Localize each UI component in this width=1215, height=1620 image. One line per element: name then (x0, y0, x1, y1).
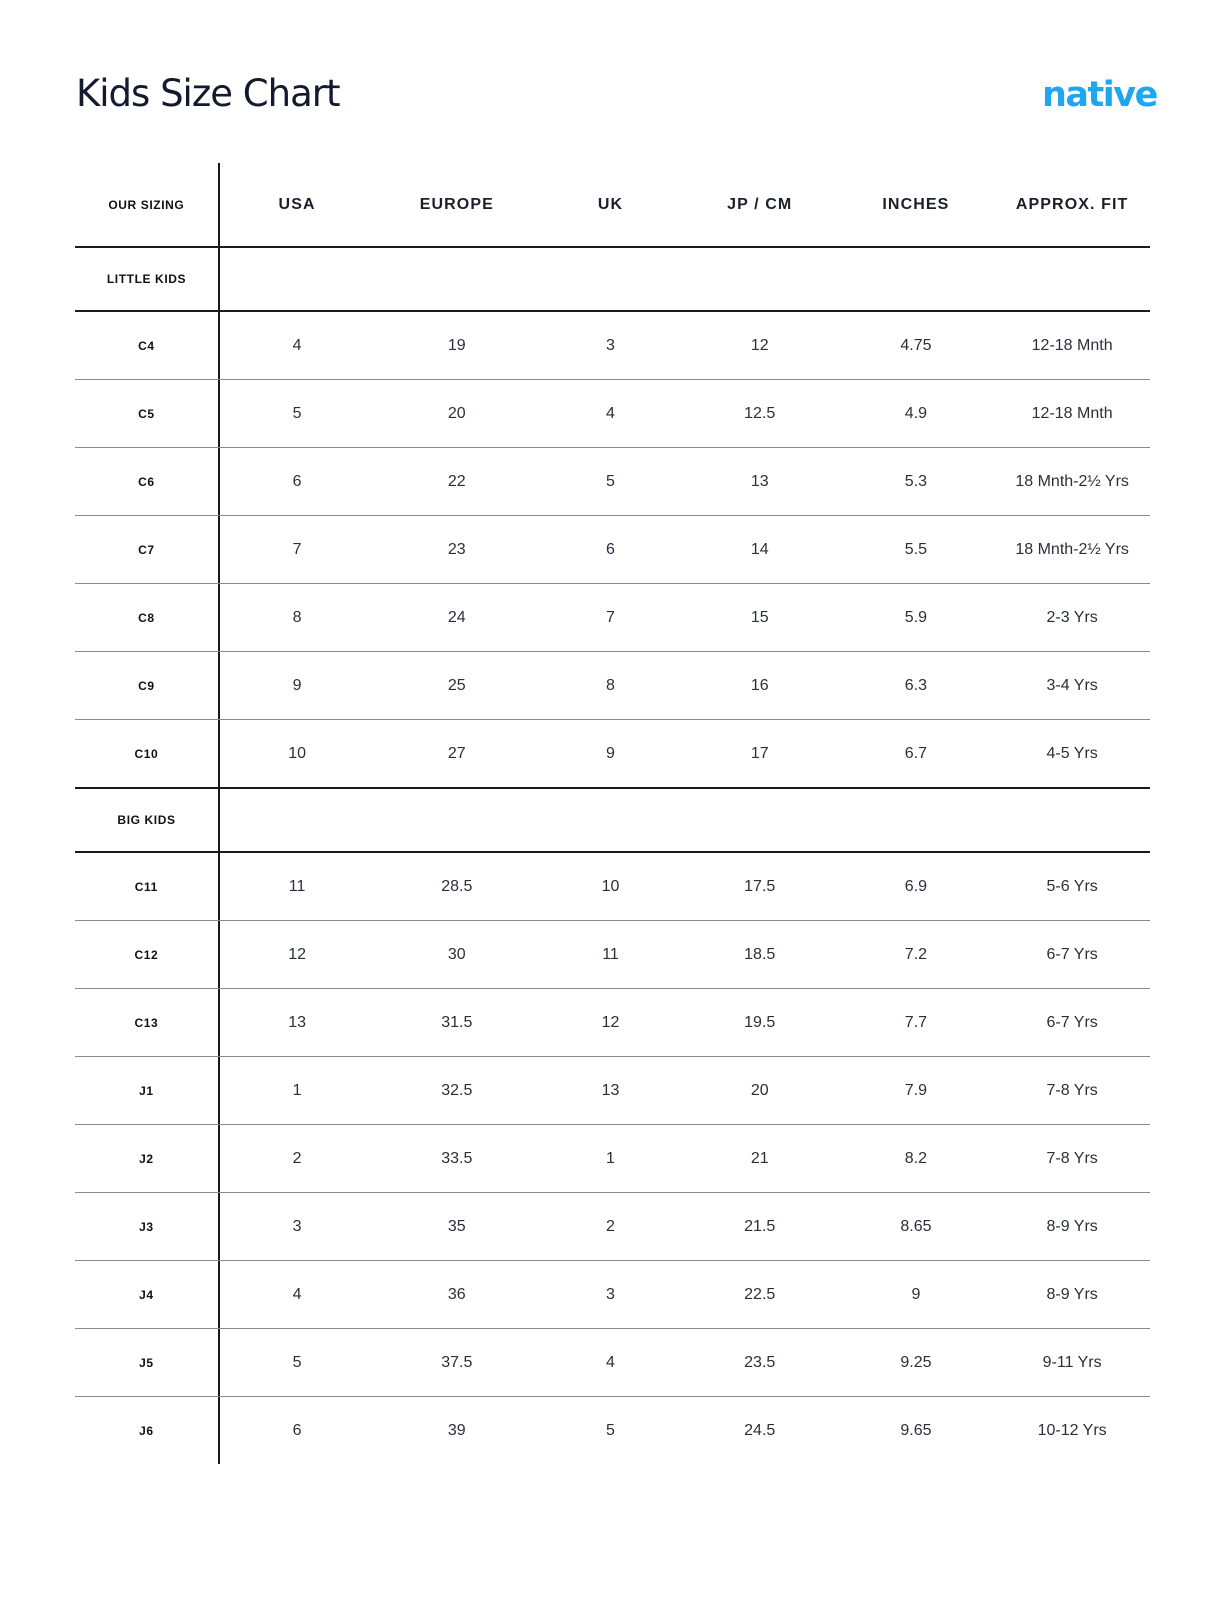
approx-fit: 5-6 Yrs (1046, 877, 1098, 895)
approx-fit: 9-11 Yrs (1042, 1353, 1102, 1371)
size-code: C9 (75, 652, 220, 719)
header-inches: INCHES (882, 195, 950, 213)
header-approx-fit: APPROX. FIT (1015, 195, 1129, 213)
usa-size: 11 (288, 877, 306, 895)
approx-fit: 2-3 Yrs (1046, 608, 1098, 626)
jp-cm-size: 21.5 (744, 1217, 776, 1235)
jp-cm-size: 21 (750, 1149, 769, 1167)
jp-cm-size: 24.5 (744, 1421, 776, 1439)
jp-cm-size: 18.5 (744, 945, 776, 963)
size-code: J4 (75, 1261, 220, 1328)
header-row (75, 163, 1150, 248)
inches-size: 9.25 (900, 1353, 932, 1371)
size-code: C11 (75, 853, 220, 920)
inches-size: 6.3 (904, 676, 928, 694)
size-code: C6 (75, 448, 220, 515)
usa-size: 9 (292, 676, 302, 694)
usa-size: 7 (292, 540, 302, 558)
table-row (75, 1125, 1150, 1193)
europe-size: 39 (447, 1421, 466, 1439)
size-code: C5 (75, 380, 220, 447)
europe-size: 33.5 (441, 1149, 473, 1167)
table-row (75, 516, 1150, 584)
europe-size: 30 (447, 945, 466, 963)
uk-size: 6 (606, 540, 615, 558)
table-row (75, 448, 1150, 516)
table-row (75, 921, 1150, 989)
jp-cm-size: 19.5 (744, 1013, 776, 1031)
uk-size: 12 (601, 1013, 620, 1031)
inches-size: 7.2 (904, 945, 928, 963)
table-row (75, 989, 1150, 1057)
jp-cm-size: 22.5 (744, 1285, 776, 1303)
approx-fit: 7-8 Yrs (1046, 1081, 1098, 1099)
approx-fit: 18 Mnth-2½ Yrs (1015, 540, 1129, 558)
table-row (75, 1261, 1150, 1329)
inches-size: 4.75 (900, 336, 932, 354)
size-code: J1 (75, 1057, 220, 1124)
uk-size: 8 (606, 676, 615, 694)
uk-size: 7 (606, 608, 615, 626)
inches-size: 9.65 (900, 1421, 932, 1439)
table-row (75, 380, 1150, 448)
usa-size: 5 (292, 404, 302, 422)
inches-size: 5.3 (904, 472, 928, 490)
uk-size: 3 (606, 1285, 615, 1303)
group-label: BIG KIDS (75, 789, 220, 851)
jp-cm-size: 13 (750, 472, 769, 490)
size-code: J6 (75, 1397, 220, 1464)
inches-size: 7.9 (904, 1081, 928, 1099)
jp-cm-size: 15 (750, 608, 769, 626)
jp-cm-size: 12.5 (744, 404, 776, 422)
jp-cm-size: 20 (750, 1081, 769, 1099)
group-row-big-kids (75, 789, 1150, 853)
inches-size: 5.5 (904, 540, 928, 558)
logo-text: native (1042, 75, 1157, 115)
table-row (75, 1193, 1150, 1261)
table-row (75, 720, 1150, 789)
uk-size: 5 (606, 1421, 615, 1439)
table-row (75, 853, 1150, 921)
uk-size: 11 (602, 945, 619, 963)
usa-size: 6 (292, 1421, 302, 1439)
header-jp-cm: JP / CM (727, 195, 793, 213)
inches-size: 4.9 (904, 404, 928, 422)
approx-fit: 8-9 Yrs (1046, 1217, 1098, 1235)
table-row (75, 1329, 1150, 1397)
europe-size: 36 (447, 1285, 466, 1303)
header-europe: EUROPE (419, 195, 494, 213)
uk-size: 4 (606, 404, 615, 422)
uk-size: 5 (606, 472, 615, 490)
size-code: C12 (75, 921, 220, 988)
usa-size: 8 (292, 608, 302, 626)
inches-size: 6.7 (904, 744, 928, 762)
usa-size: 10 (288, 744, 306, 762)
inches-size: 5.9 (904, 608, 928, 626)
inches-size: 9 (911, 1285, 921, 1303)
europe-size: 31.5 (441, 1013, 473, 1031)
europe-size: 23 (447, 540, 466, 558)
header-uk: UK (597, 195, 624, 213)
size-code: J3 (75, 1193, 220, 1260)
usa-size: 1 (292, 1081, 302, 1099)
europe-size: 22 (447, 472, 466, 490)
jp-cm-size: 12 (750, 336, 769, 354)
usa-size: 4 (292, 1285, 302, 1303)
jp-cm-size: 17.5 (744, 877, 776, 895)
europe-size: 35 (447, 1217, 466, 1235)
table-row (75, 584, 1150, 652)
usa-size: 4 (292, 336, 302, 354)
approx-fit: 10-12 Yrs (1037, 1421, 1107, 1439)
table-row (75, 652, 1150, 720)
approx-fit: 6-7 Yrs (1046, 1013, 1098, 1031)
header-our-sizing: OUR SIZING (75, 163, 220, 246)
europe-size: 19 (447, 336, 466, 354)
inches-size: 6.9 (904, 877, 928, 895)
size-code: C4 (75, 312, 220, 379)
approx-fit: 6-7 Yrs (1046, 945, 1098, 963)
usa-size: 6 (292, 472, 302, 490)
group-label: LITTLE KIDS (75, 248, 220, 310)
approx-fit: 7-8 Yrs (1046, 1149, 1098, 1167)
approx-fit: 18 Mnth-2½ Yrs (1015, 472, 1129, 490)
native-logo (1040, 72, 1160, 116)
jp-cm-size: 14 (750, 540, 769, 558)
uk-size: 3 (606, 336, 615, 354)
size-code: J2 (75, 1125, 220, 1192)
size-code: C10 (75, 720, 220, 787)
europe-size: 25 (447, 676, 466, 694)
inches-size: 8.65 (900, 1217, 932, 1235)
uk-size: 13 (601, 1081, 620, 1099)
europe-size: 27 (447, 744, 466, 762)
approx-fit: 12-18 Mnth (1031, 336, 1113, 354)
table-row (75, 1057, 1150, 1125)
uk-size: 9 (606, 744, 615, 762)
approx-fit: 8-9 Yrs (1046, 1285, 1098, 1303)
page-title: Kids Size Chart (76, 72, 340, 115)
usa-size: 12 (288, 945, 306, 963)
europe-size: 28.5 (441, 877, 473, 895)
usa-size: 5 (292, 1353, 302, 1371)
usa-size: 2 (292, 1149, 302, 1167)
approx-fit: 12-18 Mnth (1031, 404, 1113, 422)
size-code: C7 (75, 516, 220, 583)
size-code: C13 (75, 989, 220, 1056)
europe-size: 20 (447, 404, 466, 422)
approx-fit: 3-4 Yrs (1046, 676, 1098, 694)
uk-size: 10 (601, 877, 620, 895)
inches-size: 7.7 (904, 1013, 928, 1031)
inches-size: 8.2 (904, 1149, 928, 1167)
size-chart-table (75, 163, 1150, 1464)
europe-size: 37.5 (441, 1353, 473, 1371)
europe-size: 24 (447, 608, 466, 626)
group-row-little-kids (75, 248, 1150, 312)
size-code: J5 (75, 1329, 220, 1396)
table-row (75, 1397, 1150, 1464)
usa-size: 13 (288, 1013, 306, 1031)
uk-size: 4 (606, 1353, 615, 1371)
jp-cm-size: 16 (750, 676, 769, 694)
jp-cm-size: 23.5 (744, 1353, 776, 1371)
uk-size: 1 (606, 1149, 615, 1167)
approx-fit: 4-5 Yrs (1046, 744, 1098, 762)
table-row (75, 312, 1150, 380)
europe-size: 32.5 (441, 1081, 473, 1099)
size-code: C8 (75, 584, 220, 651)
header-usa: USA (278, 195, 316, 213)
usa-size: 3 (292, 1217, 302, 1235)
jp-cm-size: 17 (750, 744, 769, 762)
uk-size: 2 (606, 1217, 615, 1235)
